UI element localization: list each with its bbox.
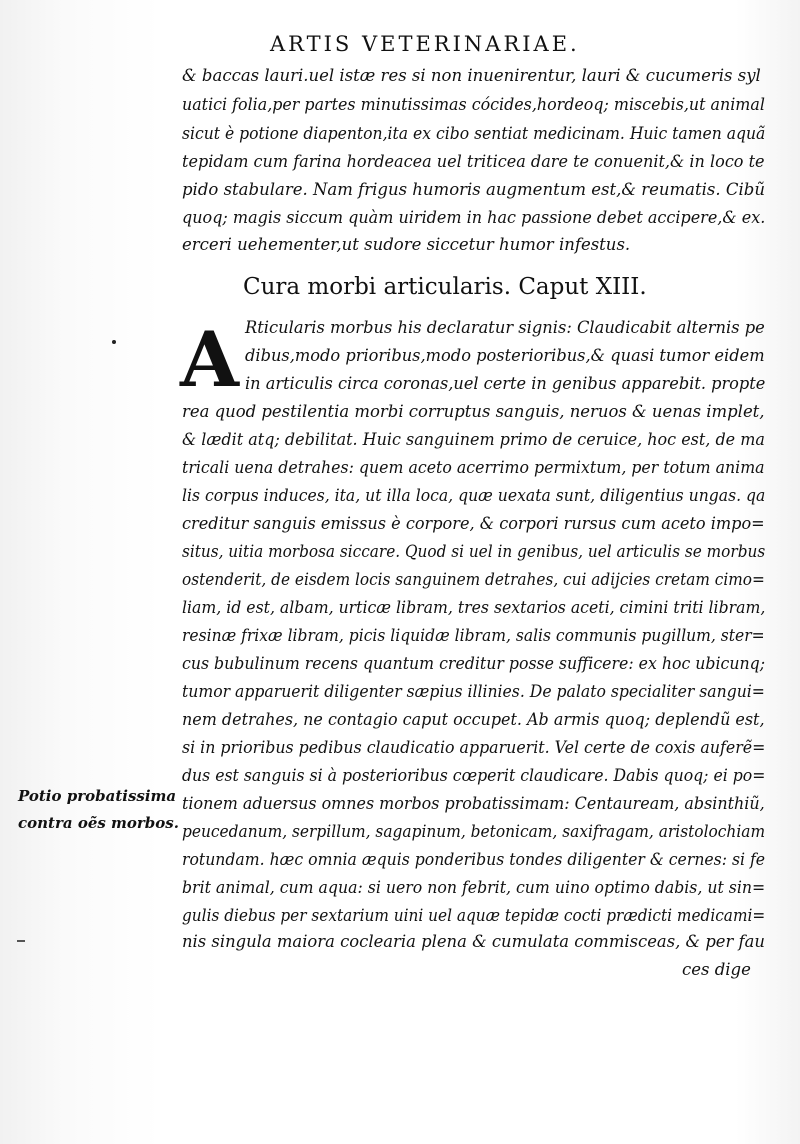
text-line: sicut è potione diapenton,ita ex cibo sentiat medicinam. Huic tamen aquã [182,124,766,143]
text-line: quoq; magis siccum quàm uiridem in hac passione debet accipere,& ex. [182,208,766,227]
text-line: tepidam cum farina hordeacea uel triticea dare te conuenit,& in loco te [182,152,765,171]
text-line: gulis diebus per sextarium uini uel aquæ tepidæ cocti prædicti medicami= [182,906,766,925]
text-line: si in prioribus pedibus claudicatio apparuerit. Vel certe de coxis auferẽ= [182,738,766,757]
text-line: rotundam. hæc omnia æquis ponderibus tondes diligenter & cernes: si fe [182,850,766,869]
drop-cap: A [180,315,239,404]
margin-mark [17,940,25,942]
text-line: erceri uehementer,ut sudore siccetur humor infestus. [182,235,631,254]
text-line: tricali uena detrahes: quem aceto acerrimo permixtum, per totum anima [182,458,765,477]
running-head: ARTIS VETERINARIAE. [270,32,580,56]
text-line: dibus,modo prioribus,modo posterioribus,& quasi tumor eidem [245,346,765,365]
text-line: lis corpus induces, ita, ut illa loca, quæ uexata sunt, diligentius ungas. qa [182,486,766,505]
text-line: nem detrahes, ne contagio caput occupet. Ab armis quoq; deplendũ est, [182,710,765,729]
text-line: tionem aduersus omnes morbos probatissimam: Centauream, absinthiũ, [182,794,765,813]
chapter-title: Cura morbi articularis. Caput XIII. [243,274,647,300]
text-line: & lædit atq; debilitat. Huic sanguinem primo de ceruice, hoc est, de ma [182,430,765,449]
catchword: ces dige [682,960,751,979]
text-line: resinæ frixæ libram, picis liquidæ libram, salis communis pugillum, ster= [182,626,765,645]
margin-note: contra oẽs morbos. [18,814,179,832]
text-line: uatici folia,per partes minutissimas cócides,hordeoq; miscebis,ut animal [182,95,765,114]
text-line: cus bubulinum recens quantum creditur posse sufficere: ex hoc ubicunq; [182,654,766,673]
text-line: brit animal, cum aqua: si uero non febrit, cum uino optimo dabis, ut sin= [182,878,766,897]
text-line: in articulis circa coronas,uel certe in genibus apparebit. propte [245,374,766,393]
margin-note: Potio probatissima [18,787,177,805]
text-line: ostenderit, de eisdem locis sanguinem detrahes, cui adijcies cretam cimo= [182,570,765,589]
text-line: & baccas lauri.uel istæ res si non inuenirentur, lauri & cucumeris syl [182,66,761,85]
text-line: dus est sanguis si à posterioribus cœperit claudicare. Dabis quoq; ei po= [182,766,766,785]
text-line: tumor apparuerit diligenter sæpius illinies. De palato specialiter sangui= [182,682,765,701]
text-line: Rticularis morbus his declaratur signis: Claudicabit alternis pe [245,318,765,337]
text-line: rea quod pestilentia morbi corruptus sanguis, neruos & uenas implet, [182,402,765,421]
text-line: pido stabulare. Nam frigus humoris augmentum est,& reumatis. Cibũ [182,180,765,199]
text-line: peucedanum, serpillum, sagapinum, betonicam, saxifragam, aristolochiam [182,822,766,841]
text-line: nis singula maiora coclearia plena & cumulata commisceas, & per fau [182,932,765,951]
text-line: creditur sanguis emissus è corpore, & corpori rursus cum aceto impo= [182,514,765,533]
ink-speck [112,340,116,344]
text-line: liam, id est, albam, urticæ libram, tres sextarios aceti, cimini triti libram, [182,598,766,617]
text-line: situs, uitia morbosa siccare. Quod si uel in genibus, uel articulis se morbus [182,542,766,561]
